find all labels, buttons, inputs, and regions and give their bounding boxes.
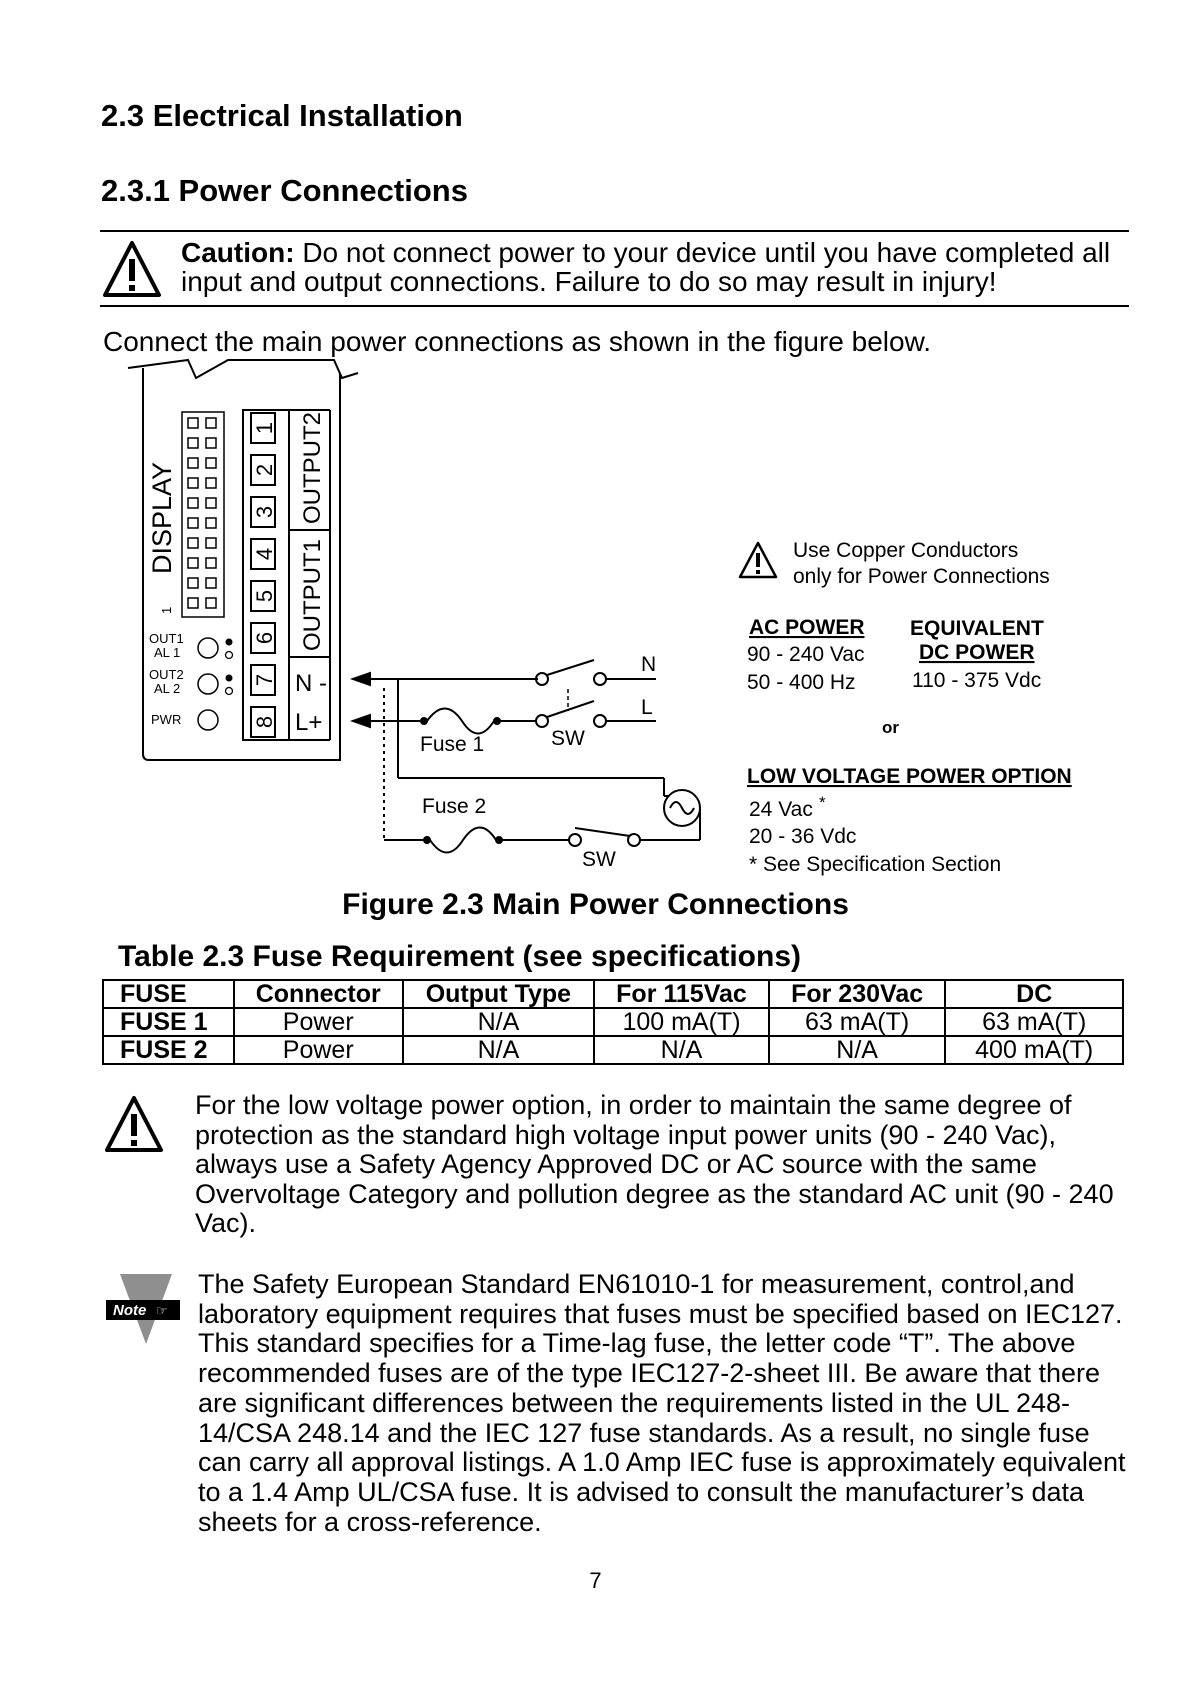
low-voltage-warning-text: For the low voltage power option, in order to maintain the same degree of protection as the standard high voltage input power units (90 - 240 Vac), always use a Safety Agency Approved DC or AC source with the same Overvoltage Category and pollution degree as the standard AC unit (90 - 240 Vac). (195, 1090, 1114, 1238)
equivalent-title: EQUIVALENT (910, 617, 1044, 640)
ac-sine-icon (670, 802, 694, 814)
caution-label: Caution: (181, 237, 295, 268)
terminal-8: 8 (252, 715, 277, 729)
sw1-label: SW (551, 727, 585, 750)
fuse2-label: Fuse 2 (422, 795, 487, 818)
note-icon (106, 1272, 180, 1346)
terminal-7: 7 (252, 673, 277, 687)
table-cell: 100 mA(T) (594, 1008, 769, 1036)
terminal-1: 1 (252, 421, 277, 435)
out1-dot-filled (226, 639, 233, 646)
low-voltage-dc: 20 - 36 Vdc (749, 825, 857, 848)
copper-warning-icon (740, 543, 776, 577)
housing-top-edge (128, 360, 358, 378)
table-cell: 63 mA(T) (945, 1008, 1123, 1036)
display-label: DISPLAY (147, 461, 177, 574)
ac-power-title: AC POWER (749, 616, 865, 639)
terminal-5: 5 (252, 589, 277, 603)
table-title: Table 2.3 Fuse Requirement (see specifications) (118, 940, 801, 973)
subsection-title: 2.3.1 Power Connections (101, 173, 468, 208)
specification-note: * See Specification Section (749, 853, 1002, 876)
pwr-led (198, 710, 218, 730)
al2-label: AL 2 (154, 681, 181, 696)
table-cell: N/A (769, 1036, 946, 1064)
low-voltage-asterisk: * (819, 793, 826, 812)
low-voltage-ac: 24 Vac (749, 798, 813, 821)
fuse1-label: Fuse 1 (420, 733, 485, 756)
table-row (103, 1036, 1123, 1064)
low-voltage-warning-icon (104, 1095, 164, 1153)
table-cell: FUSE 1 (103, 1008, 234, 1036)
sw2-label: SW (582, 848, 616, 871)
page-number: 7 (589, 1568, 602, 1593)
n-wire-label: N (641, 653, 657, 676)
note-text: The Safety European Standard EN61010-1 for measurement, control,and laboratory equipment requires that fuses must be specified based on IEC127. This standard specifies for a Time-lag fuse, the letter code “T”. The above recommended fuses are of the type IEC127-2-sheet III. Be aware that there are significant differences between the requirements listed in the UL 248-14/CSA 248.14 and the IEC 127 fuse standards. As a result, no single fuse can carry all approval listings. A 1.0 Amp IEC fuse is approximately equivalent to a 1.4 Amp UL/CSA fuse. It is advised to consult the manufacturer’s data sheets for a cross-reference. (198, 1269, 1126, 1537)
table-cell: 63 mA(T) (769, 1008, 946, 1036)
out2-label: OUT2 (149, 667, 184, 682)
note-hand-icon: ☞ (156, 1303, 168, 1318)
al1-label: AL 1 (154, 645, 181, 660)
dc-power-title: DC POWER (919, 641, 1035, 664)
intro-text: Connect the main power connections as shown in the figure below. (103, 326, 932, 357)
out2-led (198, 674, 218, 694)
out1-led (198, 638, 218, 658)
output1-label: OUTPUT1 (299, 538, 326, 651)
terminal-3: 3 (252, 505, 277, 519)
n-minus-label: N - (295, 670, 327, 697)
note-badge-label: Note (113, 1302, 147, 1319)
out2-dot-empty (226, 688, 233, 695)
table-header: Output Type (403, 980, 595, 1008)
display-segment-grid (182, 412, 224, 617)
table-cell: N/A (403, 1008, 595, 1036)
table-header-row (103, 980, 1123, 1008)
terminal-2: 2 (252, 463, 277, 477)
low-voltage-title: LOW VOLTAGE POWER OPTION (747, 765, 1072, 788)
copper-line-2: only for Power Connections (793, 565, 1050, 588)
out2-dot-filled (226, 675, 233, 682)
terminal-boxes (251, 413, 275, 737)
table-row (103, 1008, 1123, 1036)
terminal-4: 4 (252, 547, 277, 561)
table-header: For 115Vac (594, 980, 769, 1008)
table-header: Connector (234, 980, 403, 1008)
table-cell: 400 mA(T) (945, 1036, 1123, 1064)
table-header: For 230Vac (769, 980, 946, 1008)
table-cell: N/A (403, 1036, 595, 1064)
ac-power-voltage: 90 - 240 Vac (747, 643, 865, 666)
table-cell: N/A (594, 1036, 769, 1064)
dc-power-voltage: 110 - 375 Vdc (912, 669, 1042, 692)
or-label: or (882, 718, 899, 737)
table-cell: Power (234, 1036, 403, 1064)
pwr-label: PWR (151, 712, 182, 727)
figure-caption: Figure 2.3 Main Power Connections (342, 888, 849, 921)
out1-dot-empty (226, 652, 233, 659)
table-header: FUSE (103, 980, 234, 1008)
table-cell: FUSE 2 (103, 1036, 234, 1064)
table-cell: Power (234, 1008, 403, 1036)
caution-body: Do not connect power to your device until you have completed all input and output connections. Failure to do so may result in injury! (181, 237, 1111, 297)
l-plus-label: L+ (295, 709, 323, 736)
out1-label: OUT1 (149, 631, 184, 646)
copper-line-1: Use Copper Conductors (793, 539, 1019, 562)
l-wire-label: L (641, 696, 653, 719)
ac-power-frequency: 50 - 400 Hz (747, 671, 856, 694)
table-header: DC (945, 980, 1123, 1008)
fuse-requirement-table (102, 979, 1124, 1065)
terminal-6: 6 (252, 631, 277, 645)
display-one-label: 1 (159, 606, 174, 614)
section-title: 2.3 Electrical Installation (101, 98, 463, 133)
output2-label: OUTPUT2 (299, 411, 326, 524)
